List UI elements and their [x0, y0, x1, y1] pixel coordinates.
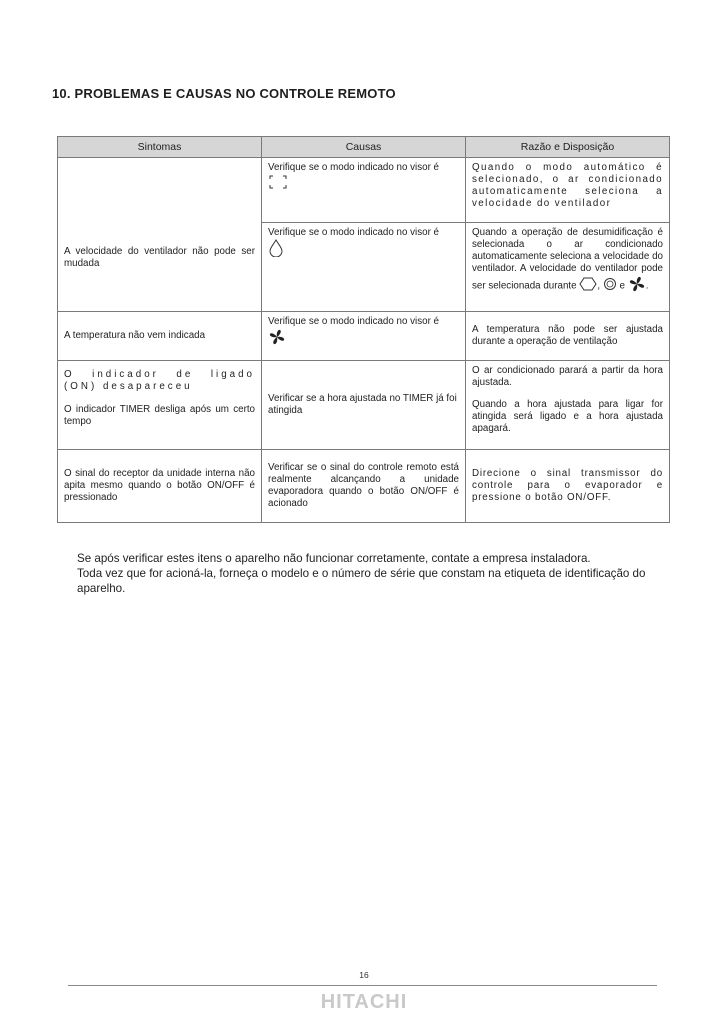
- fan-mode-icon: [268, 328, 286, 350]
- cause-cell: [262, 312, 466, 361]
- reason-text: Direcione o sinal transmissor do controle para o evaporador e pressione o botão ON/OFF.: [472, 468, 663, 503]
- troubleshooting-table: [57, 136, 670, 523]
- reason-a: Quando o modo automático é selecionado, o ar condicionado automaticamente seleciona a velocidade do ventilador: [472, 162, 663, 209]
- table-row: [58, 312, 670, 361]
- fan-mode-icon: [628, 275, 646, 297]
- table-header-row: [58, 137, 670, 158]
- reason-cell: [466, 158, 670, 312]
- cause-text: Verificar se a hora ajustada no TIMER já foi atingida: [268, 393, 457, 416]
- symptom-cell: [58, 312, 262, 361]
- section-title: 10. PROBLEMAS E CAUSAS NO CONTROLE REMOTO: [52, 86, 396, 101]
- symptom-cell: [58, 158, 262, 312]
- dry-mode-icon: [268, 239, 284, 261]
- cause-cell: [262, 450, 466, 523]
- reason-cell: [466, 450, 670, 523]
- cause-b: Verifique se o modo indicado no visor é: [262, 222, 465, 311]
- reason-b: Quando a operação de desumidificação é selecionada o ar condicionado automaticamente seleciona a velocidade do ventilador. A velocidade do ventilador pode ser selecionada durante , e .: [466, 222, 669, 311]
- footer-divider: [68, 985, 657, 986]
- page-number: 16: [359, 970, 369, 980]
- reason-text: [466, 361, 669, 439]
- reason-b: Quando a hora ajustada para ligar for atingida será ligado e a hora ajustada apagará.: [472, 399, 663, 434]
- brand-logo: HITACHI: [320, 991, 408, 1013]
- reason-a: O ar condicionado parará a partir da hora ajustada.: [472, 365, 663, 388]
- cause-cell: [262, 158, 466, 312]
- symptom-text: O sinal do receptor da unidade interna não apita mesmo quando o botão ON/OFF é pressionado: [64, 468, 255, 503]
- table-row: [58, 450, 670, 523]
- symptom-text: A velocidade do ventilador não pode ser mudada: [64, 245, 255, 269]
- header-reason: Razão e Disposição: [466, 137, 670, 158]
- symptom-text: A temperatura não vem indicada: [64, 330, 206, 341]
- reason-text: A temperatura não pode ser ajustada durante a operação de ventilação: [472, 324, 663, 347]
- symptom-a: O indicador de ligado (ON) desapareceu: [64, 369, 255, 392]
- symptom-b: O indicador TIMER desliga após um certo tempo: [64, 404, 255, 427]
- symptom-cell: [58, 450, 262, 523]
- header-causes: Causas: [262, 137, 466, 158]
- auto-mode-icon: [268, 174, 288, 194]
- heat-mode-icon: [603, 277, 617, 295]
- cause-a: Verifique se o modo indicado no visor é: [262, 158, 465, 222]
- reason-cell: [466, 312, 670, 361]
- symptom-cell: [58, 361, 262, 450]
- header-symptoms: Sintomas: [58, 137, 262, 158]
- cause-text: Verificar se o sinal do controle remoto está realmente alcançando a unidade evaporadora quando o botão ON/OFF é acionado: [268, 462, 459, 509]
- table-row: [58, 158, 670, 312]
- table-row: [58, 361, 670, 450]
- cool-mode-icon: [579, 277, 597, 295]
- reason-cell: [466, 361, 670, 450]
- cause-cell: [262, 361, 466, 450]
- closing-note: [77, 551, 667, 596]
- note-line-1: Se após verificar estes itens o aparelho não funcionar corretamente, contate a empresa instaladora.: [77, 552, 591, 565]
- note-line-2: Toda vez que for acioná-la, forneça o modelo e o número de série que constam na etiqueta de identificação do aparelho.: [77, 567, 646, 595]
- symptom-text: [58, 361, 261, 432]
- cause-text: Verifique se o modo indicado no visor é: [262, 312, 465, 354]
